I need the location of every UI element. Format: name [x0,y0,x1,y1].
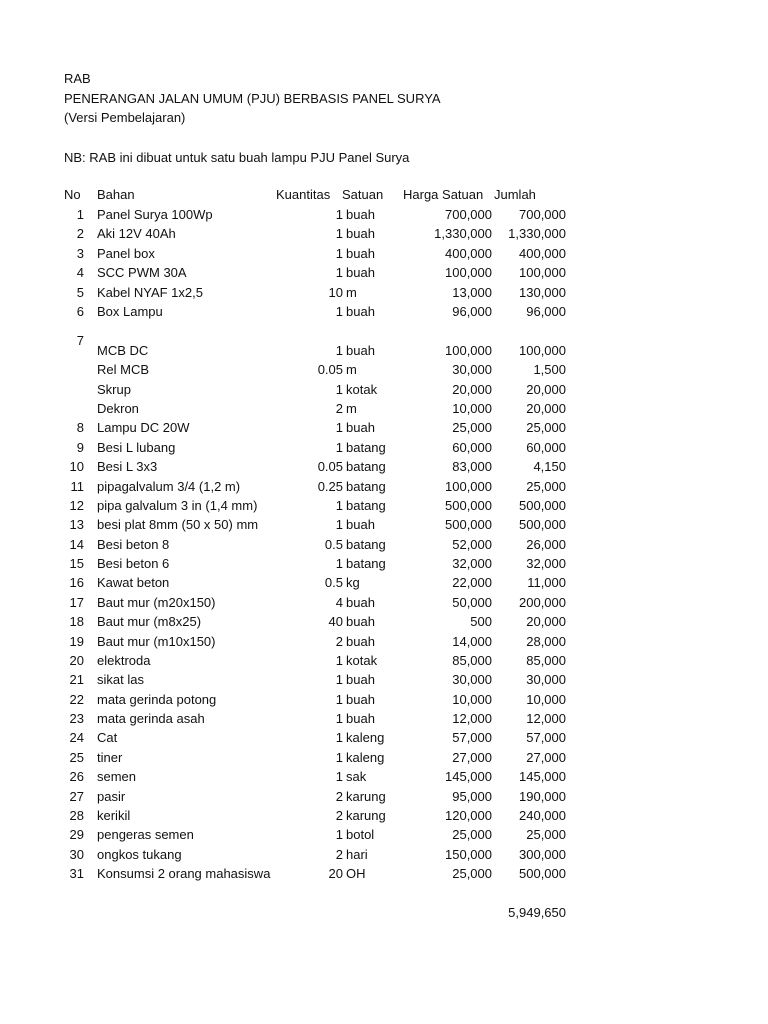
cell-harga-satuan: 145,000 [445,769,492,784]
cell-jumlah: 57,000 [526,730,566,745]
cell-bahan: Besi L lubang [97,440,176,455]
table-row [0,477,768,496]
cell-kuantitas: 1 [335,556,343,571]
cell-kuantitas: 0.05 [317,362,343,377]
cell-bahan: MCB DC [97,343,149,358]
cell-kuantitas: 2 [335,808,343,823]
cell-harga-satuan: 85,000 [452,653,492,668]
cell-bahan: pipagalvalum 3/4 (1,2 m) [97,479,241,494]
cell-bahan: pipa galvalum 3 in (1,4 mm) [97,498,258,513]
cell-satuan: m [346,362,357,377]
cell-jumlah: 130,000 [519,285,566,300]
cell-jumlah: 200,000 [519,595,566,610]
cell-jumlah: 300,000 [519,847,566,862]
cell-bahan: ongkos tukang [97,847,182,862]
table-row [0,709,768,728]
cell-no: 30 [69,847,84,862]
cell-satuan: karung [346,808,386,823]
cell-no: 21 [69,672,84,687]
cell-jumlah: 100,000 [519,343,566,358]
cell-bahan: SCC PWM 30A [97,265,187,280]
cell-jumlah: 12,000 [526,711,566,726]
cell-kuantitas: 1 [335,246,343,261]
cell-jumlah: 27,000 [526,750,566,765]
cell-jumlah: 28,000 [526,634,566,649]
cell-satuan: hari [346,847,368,862]
cell-harga-satuan: 100,000 [445,265,492,280]
header-bahan: Bahan [97,187,135,202]
cell-no: 4 [76,265,84,280]
cell-no: 18 [69,614,84,629]
cell-jumlah: 100,000 [519,265,566,280]
cell-no: 15 [69,556,84,571]
cell-no: 8 [76,420,84,435]
cell-harga-satuan: 20,000 [452,382,492,397]
table-row [0,380,768,399]
cell-jumlah: 20,000 [526,382,566,397]
cell-kuantitas: 1 [335,730,343,745]
header-satuan: Satuan [342,187,384,202]
cell-jumlah: 11,000 [527,575,566,590]
cell-jumlah: 190,000 [519,789,566,804]
cell-bahan: Box Lampu [97,304,163,319]
cell-kuantitas: 4 [335,595,343,610]
cell-harga-satuan: 83,000 [452,459,492,474]
cell-harga-satuan: 95,000 [452,789,492,804]
cell-harga-satuan: 25,000 [452,866,492,881]
cell-harga-satuan: 500,000 [445,498,492,513]
cell-harga-satuan: 60,000 [452,440,492,455]
cell-jumlah: 25,000 [526,479,566,494]
cell-satuan: buah [346,517,375,532]
table-row [0,418,768,437]
cell-kuantitas: 1 [335,420,343,435]
header-no: No [64,187,81,202]
cell-bahan: Besi beton 8 [97,537,170,552]
table-row [0,728,768,747]
cell-kuantitas: 1 [335,440,343,455]
cell-no: 31 [69,866,84,881]
header-kuantitas: Kuantitas [276,187,331,202]
cell-harga-satuan: 32,000 [452,556,492,571]
cell-kuantitas: 0.5 [324,575,343,590]
cell-kuantitas: 1 [335,265,343,280]
cell-kuantitas: 40 [328,614,343,629]
cell-bahan: Aki 12V 40Ah [97,226,176,241]
table-row [0,205,768,224]
cell-no: 5 [76,285,84,300]
table-row [0,806,768,825]
cell-no: 11 [70,479,84,494]
cell-no: 1 [76,207,84,222]
cell-harga-satuan: 500,000 [445,517,492,532]
cell-kuantitas: 1 [335,769,343,784]
cell-bahan: Cat [97,730,118,745]
cell-satuan: batang [346,498,386,513]
header-jumlah: Jumlah [494,187,536,202]
cell-harga-satuan: 27,000 [452,750,492,765]
cell-no: 28 [69,808,84,823]
cell-no: 24 [69,730,84,745]
cell-satuan: buah [346,595,375,610]
cell-jumlah: 145,000 [519,769,566,784]
cell-kuantitas: 1 [335,207,343,222]
doc-version: (Versi Pembelajaran) [64,110,186,125]
cell-jumlah: 1,330,000 [508,226,566,241]
header-harga-satuan: Harga Satuan [403,187,484,202]
cell-bahan: kerikil [97,808,131,823]
cell-harga-satuan: 57,000 [452,730,492,745]
cell-kuantitas: 1 [335,827,343,842]
cell-jumlah: 700,000 [519,207,566,222]
cell-harga-satuan: 12,000 [452,711,492,726]
cell-satuan: buah [346,207,375,222]
cell-harga-satuan: 13,000 [452,285,492,300]
cell-harga-satuan: 700,000 [445,207,492,222]
cell-harga-satuan: 22,000 [452,575,492,590]
table-row [0,825,768,844]
cell-satuan: kotak [346,382,378,397]
cell-harga-satuan: 30,000 [452,672,492,687]
cell-kuantitas: 1 [335,653,343,668]
cell-no: 16 [69,575,84,590]
table-row [0,767,768,786]
table-row [0,263,768,282]
table-row [0,845,768,864]
cell-bahan: elektroda [97,653,151,668]
cell-bahan: Dekron [97,401,139,416]
cell-no: 29 [69,827,84,842]
cell-no: 9 [76,440,84,455]
cell-harga-satuan: 30,000 [452,362,492,377]
cell-harga-satuan: 100,000 [445,479,492,494]
cell-harga-satuan: 400,000 [445,246,492,261]
cell-jumlah: 10,000 [526,692,566,707]
cell-kuantitas: 2 [335,634,343,649]
table-row [0,283,768,302]
cell-kuantitas: 2 [335,847,343,862]
cell-bahan: Besi L 3x3 [97,459,158,474]
cell-bahan: Lampu DC 20W [97,420,190,435]
grand-total: 5,949,650 [508,905,566,920]
table-row [0,554,768,573]
cell-satuan: kaleng [346,750,385,765]
cell-bahan: sikat las [97,672,144,687]
table-row [0,244,768,263]
table-row [0,787,768,806]
cell-satuan: buah [346,634,375,649]
cell-jumlah: 25,000 [526,420,566,435]
cell-satuan: kotak [346,653,378,668]
cell-satuan: sak [346,769,367,784]
cell-kuantitas: 1 [335,343,343,358]
table-row [0,651,768,670]
doc-title: RAB [64,71,91,86]
cell-bahan: Kawat beton [97,575,170,590]
cell-satuan: botol [346,827,375,842]
cell-kuantitas: 1 [335,517,343,532]
cell-no: 26 [69,769,84,784]
cell-jumlah: 60,000 [526,440,566,455]
doc-note: NB: RAB ini dibuat untuk satu buah lampu PJU Panel Surya [64,150,410,165]
cell-satuan: batang [346,459,386,474]
table-row [0,593,768,612]
cell-kuantitas: 1 [335,711,343,726]
cell-satuan: buah [346,343,375,358]
cell-satuan: buah [346,304,375,319]
cell-harga-satuan: 10,000 [452,692,492,707]
cell-bahan: Baut mur (m10x150) [97,634,216,649]
cell-harga-satuan: 14,000 [452,634,492,649]
cell-bahan: Konsumsi 2 orang mahasiswa [97,866,271,881]
cell-harga-satuan: 25,000 [452,420,492,435]
table-row [0,632,768,651]
cell-bahan: tiner [97,750,123,765]
cell-bahan: Rel MCB [97,362,150,377]
cell-jumlah: 96,000 [526,304,566,319]
cell-no: 7 [76,333,84,348]
cell-no: 19 [69,634,84,649]
cell-kuantitas: 1 [335,692,343,707]
cell-bahan: mata gerinda potong [97,692,217,707]
cell-no: 10 [69,459,84,474]
cell-kuantitas: 1 [335,226,343,241]
cell-jumlah: 500,000 [519,866,566,881]
cell-harga-satuan: 1,330,000 [434,226,492,241]
cell-no: 14 [69,537,84,552]
cell-jumlah: 240,000 [519,808,566,823]
table-row [0,360,768,379]
cell-jumlah: 25,000 [526,827,566,842]
cell-kuantitas: 0.05 [317,459,343,474]
cell-bahan: Baut mur (m8x25) [97,614,202,629]
cell-harga-satuan: 100,000 [445,343,492,358]
table-row [0,864,768,883]
cell-satuan: kg [346,575,360,590]
cell-kuantitas: 0.25 [317,479,343,494]
cell-bahan: semen [97,769,137,784]
table-row [0,690,768,709]
cell-no: 23 [69,711,84,726]
table-row [0,224,768,243]
cell-kuantitas: 1 [335,750,343,765]
cell-bahan: Skrup [97,382,131,397]
cell-kuantitas: 1 [335,304,343,319]
cell-satuan: m [346,401,357,416]
cell-jumlah: 500,000 [519,498,566,513]
cell-bahan: besi plat 8mm (50 x 50) mm [97,517,259,532]
cell-satuan: batang [346,537,386,552]
table-row [0,573,768,592]
cell-jumlah: 20,000 [526,401,566,416]
table-row [0,341,768,360]
cell-kuantitas: 0.5 [324,537,343,552]
cell-bahan: mata gerinda asah [97,711,205,726]
cell-harga-satuan: 25,000 [452,827,492,842]
cell-harga-satuan: 52,000 [452,537,492,552]
cell-bahan: Panel Surya 100Wp [97,207,213,222]
cell-kuantitas: 1 [335,672,343,687]
cell-jumlah: 1,500 [533,362,566,377]
cell-satuan: batang [346,556,386,571]
cell-kuantitas: 2 [335,401,343,416]
cell-satuan: karung [346,789,386,804]
cell-jumlah: 20,000 [526,614,566,629]
cell-harga-satuan: 500 [470,614,492,629]
table-row [0,748,768,767]
cell-satuan: buah [346,711,375,726]
cell-no: 12 [69,498,84,513]
table-row [0,302,768,321]
cell-no: 3 [76,246,84,261]
cell-jumlah: 4,150 [533,459,566,474]
cell-bahan: Baut mur (m20x150) [97,595,216,610]
cell-satuan: buah [346,672,375,687]
cell-kuantitas: 10 [328,285,343,300]
table-row [0,399,768,418]
cell-bahan: Kabel NYAF 1x2,5 [97,285,203,300]
cell-kuantitas: 2 [335,789,343,804]
cell-satuan: kaleng [346,730,385,745]
cell-kuantitas: 1 [335,382,343,397]
table-row [0,612,768,631]
cell-satuan: buah [346,226,375,241]
cell-harga-satuan: 120,000 [445,808,492,823]
cell-jumlah: 26,000 [526,537,566,552]
table-header-row [0,185,768,204]
cell-satuan: buah [346,246,375,261]
table-row [0,535,768,554]
table-row [0,496,768,515]
cell-no: 27 [69,789,84,804]
cell-jumlah: 400,000 [519,246,566,261]
table-row [0,670,768,689]
cell-harga-satuan: 150,000 [445,847,492,862]
cell-kuantitas: 20 [328,866,343,881]
table-row [0,515,768,534]
cell-harga-satuan: 96,000 [452,304,492,319]
cell-satuan: OH [346,866,366,881]
cell-no: 17 [69,595,84,610]
cell-satuan: batang [346,479,386,494]
cell-satuan: m [346,285,357,300]
doc-subtitle: PENERANGAN JALAN UMUM (PJU) BERBASIS PANEL SURYA [64,91,441,106]
cell-bahan: pasir [97,789,126,804]
cell-no: 13 [69,517,84,532]
cell-satuan: buah [346,614,375,629]
cell-satuan: buah [346,420,375,435]
cell-no: 2 [76,226,84,241]
cell-bahan: pengeras semen [97,827,194,842]
cell-bahan: Besi beton 6 [97,556,170,571]
cell-harga-satuan: 50,000 [452,595,492,610]
table-row [0,438,768,457]
cell-no: 20 [69,653,84,668]
table-row [0,457,768,476]
cell-kuantitas: 1 [335,498,343,513]
cell-harga-satuan: 10,000 [452,401,492,416]
cell-jumlah: 30,000 [526,672,566,687]
cell-satuan: batang [346,440,386,455]
cell-jumlah: 85,000 [526,653,566,668]
cell-no: 25 [69,750,84,765]
cell-no: 22 [69,692,84,707]
cell-jumlah: 32,000 [526,556,566,571]
cell-satuan: buah [346,265,375,280]
cell-satuan: buah [346,692,375,707]
cell-bahan: Panel box [97,246,155,261]
cell-jumlah: 500,000 [519,517,566,532]
cell-no: 6 [76,304,84,319]
